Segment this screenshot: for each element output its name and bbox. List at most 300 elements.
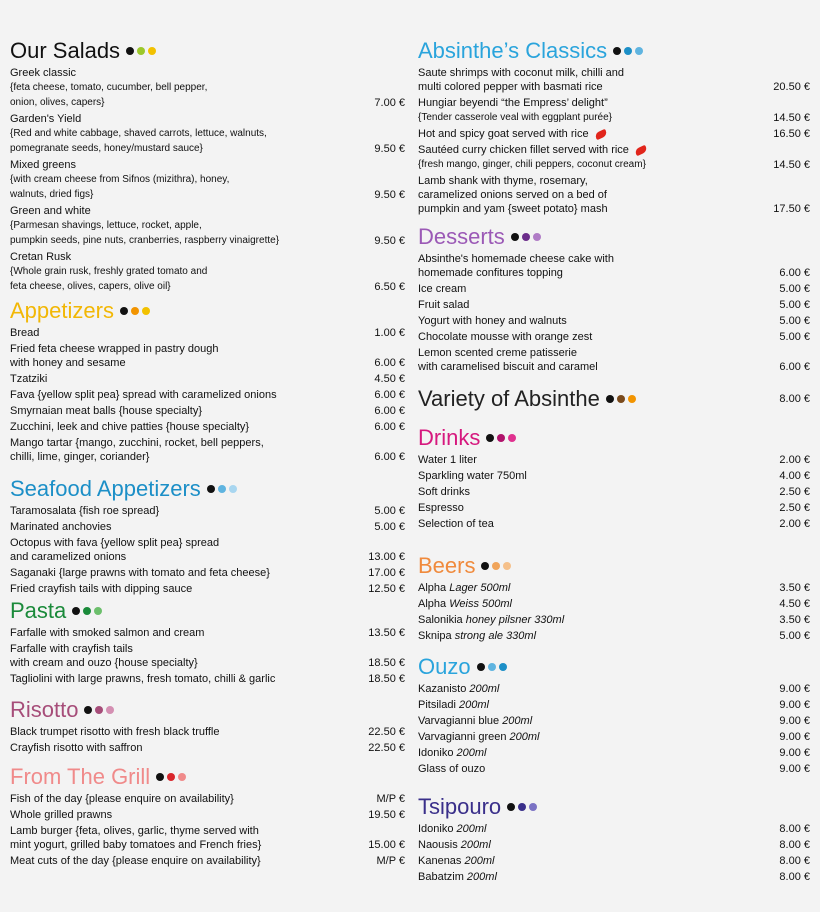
item-price: 9.50 € <box>374 143 405 155</box>
menu-item <box>10 566 405 580</box>
dot-icon <box>218 485 226 493</box>
dot-icon <box>178 773 186 781</box>
item-title: Green and white <box>10 205 91 217</box>
item-title: Cretan Rusk <box>10 251 72 263</box>
item-title: Soft drinks <box>418 486 470 498</box>
item-title: Saute shrimps with coconut milk, chilli and multi colored pepper with basmati rice <box>418 67 625 93</box>
menu-item <box>10 436 405 464</box>
item-price: 6.00 € <box>374 357 405 369</box>
decorative-dots <box>486 434 516 442</box>
item-name <box>10 342 219 370</box>
item-price: 16.50 € <box>773 128 810 140</box>
menu-item <box>418 613 810 627</box>
menu-item <box>418 698 810 712</box>
item-price: 9.50 € <box>374 189 405 201</box>
menu-item <box>10 66 405 110</box>
item-name <box>10 824 261 852</box>
dot-icon <box>508 434 516 442</box>
item-size: 200ml <box>509 731 540 743</box>
menu-item <box>418 127 810 141</box>
item-title: Lamb shank with thyme, rosemary, caramelized onions served on a bed of pumpkin and yam {sweet potato} mash <box>418 175 608 215</box>
item-name <box>418 314 567 328</box>
item-size: Lager 500ml <box>449 582 511 594</box>
item-size: Weiss 500ml <box>449 598 512 610</box>
item-name <box>418 346 598 374</box>
dot-icon <box>131 307 139 315</box>
item-size: 200ml <box>458 699 489 711</box>
decorative-dots <box>511 233 541 241</box>
item-price: 2.50 € <box>779 486 810 498</box>
item-title: Naousis <box>418 839 461 851</box>
section-title: Ouzo <box>418 654 471 679</box>
dot-icon <box>72 607 80 615</box>
menu-item <box>10 520 405 534</box>
item-price: 1.00 € <box>374 327 405 339</box>
item-price: 5.00 € <box>374 505 405 517</box>
item-name <box>418 581 510 595</box>
section-heading <box>418 654 810 680</box>
menu-section-drinks <box>418 425 810 531</box>
menu-item <box>10 326 405 340</box>
menu-item <box>10 792 405 806</box>
item-description: {Red and white cabbage, shaved carrots, lettuce, walnuts, pomegranate seeds, honey/mustard sauce} <box>10 128 267 154</box>
menu-item <box>10 642 405 670</box>
item-name <box>10 504 159 518</box>
item-price: 3.50 € <box>779 582 810 594</box>
item-title: Octopus with fava {yellow split pea} spread and caramelized onions <box>10 537 220 563</box>
item-name <box>10 388 277 402</box>
item-price: 17.50 € <box>773 203 810 215</box>
menu-section-variety <box>418 386 810 412</box>
dot-icon <box>94 607 102 615</box>
item-name <box>418 822 487 836</box>
item-title: Fruit salad <box>418 299 470 311</box>
section-heading <box>418 38 810 64</box>
item-name <box>418 96 612 125</box>
item-title: Black trumpet risotto with fresh black truffle <box>10 726 220 738</box>
chili-pepper-icon <box>634 144 648 155</box>
item-price: 9.00 € <box>779 747 810 759</box>
item-title: Glass of ouzo <box>418 763 486 775</box>
item-price: 9.50 € <box>374 235 405 247</box>
item-size: strong ale 330ml <box>454 630 537 642</box>
item-name <box>418 66 624 94</box>
menu-section-appetizers <box>10 298 405 464</box>
item-size: 200ml <box>456 747 487 759</box>
item-size: 200ml <box>456 823 487 835</box>
menu-item <box>10 536 405 564</box>
menu-item <box>418 714 810 728</box>
item-title: Lamb burger {feta, olives, garlic, thyme served with mint yogurt, grilled baby tomatoes and French fries} <box>10 825 262 851</box>
item-price: 4.50 € <box>779 598 810 610</box>
section-title: Seafood Appetizers <box>10 476 201 501</box>
section-title: Absinthe’s Classics <box>418 38 608 63</box>
menu-section-pasta <box>10 598 405 686</box>
menu-section-risotto <box>10 697 405 755</box>
item-price: M/P € <box>376 793 405 805</box>
menu-item <box>418 66 810 94</box>
item-name <box>418 597 512 611</box>
item-price: 2.50 € <box>779 502 810 514</box>
item-price: 14.50 € <box>773 159 810 171</box>
item-price: M/P € <box>376 855 405 867</box>
item-name <box>10 436 264 464</box>
section-title: Desserts <box>418 224 505 249</box>
item-price: 5.00 € <box>374 521 405 533</box>
section-title: Appetizers <box>10 298 114 323</box>
menu-item <box>418 597 810 611</box>
item-price: 7.00 € <box>374 97 405 109</box>
item-name <box>418 282 466 296</box>
menu-item <box>418 838 810 852</box>
menu-item <box>10 741 405 755</box>
menu-item <box>418 485 810 499</box>
menu-section-seafood <box>10 476 405 596</box>
section-heading <box>418 386 810 412</box>
item-price: 8.00 € <box>779 855 810 867</box>
item-size: 200ml <box>464 855 495 867</box>
item-name <box>418 613 564 627</box>
dot-icon <box>142 307 150 315</box>
item-price: 9.00 € <box>779 699 810 711</box>
item-price: 5.00 € <box>779 299 810 311</box>
item-description: {Parmesan shavings, lettuce, rocket, apple, pumpkin seeds, pine nuts, cranberries, raspberry vinaigrette} <box>10 220 280 246</box>
item-name <box>10 372 47 386</box>
item-title: Pitsiladi <box>418 699 459 711</box>
section-title: Variety of Absinthe <box>418 386 600 411</box>
item-price: 5.00 € <box>779 315 810 327</box>
item-title: Crayfish risotto with saffron <box>10 742 143 754</box>
item-description: {feta cheese, tomato, cucumber, bell pepper, onion, olives, capers} <box>10 82 208 108</box>
item-title: Espresso <box>418 502 464 514</box>
dot-icon <box>529 803 537 811</box>
menu-item <box>418 282 810 296</box>
section-title: Beers <box>418 553 476 578</box>
item-title: Meat cuts of the day {please enquire on availability} <box>10 855 261 867</box>
dot-icon <box>613 47 621 55</box>
menu-item <box>10 672 405 686</box>
dot-icon <box>507 803 515 811</box>
section-title: Tsipouro <box>418 794 502 819</box>
chili-pepper-icon <box>594 128 608 139</box>
item-title: Sparkling water 750ml <box>418 470 527 482</box>
item-title: Varvagianni green <box>418 731 510 743</box>
menu-item <box>10 420 405 434</box>
item-name <box>418 469 527 483</box>
item-name <box>10 582 192 596</box>
item-price: 19.50 € <box>368 809 405 821</box>
item-name <box>418 838 491 852</box>
item-name <box>418 501 464 515</box>
item-price: 13.50 € <box>368 627 405 639</box>
item-price: 20.50 € <box>773 81 810 93</box>
item-title: Kazanisto <box>418 683 470 695</box>
section-heading <box>418 794 810 820</box>
decorative-dots <box>477 663 507 671</box>
menu-item <box>10 372 405 386</box>
decorative-dots <box>613 47 643 55</box>
section-heading <box>418 224 810 250</box>
item-name <box>10 725 220 739</box>
menu-item <box>418 762 810 776</box>
item-price: 12.50 € <box>368 583 405 595</box>
dot-icon <box>126 47 134 55</box>
item-name <box>418 762 485 776</box>
item-price: 8.00 € <box>779 839 810 851</box>
section-heading <box>418 425 810 451</box>
item-name <box>418 298 469 312</box>
item-name <box>10 420 249 434</box>
menu-section-beers <box>418 553 810 643</box>
menu-item <box>418 252 810 280</box>
item-title: Taramosalata {fish roe spread} <box>10 505 160 517</box>
item-name <box>418 714 532 728</box>
item-title: Hot and spicy goat served with rice <box>418 128 589 140</box>
dot-icon <box>120 307 128 315</box>
menu-item <box>10 824 405 852</box>
item-name <box>10 672 275 686</box>
dot-icon <box>492 562 500 570</box>
item-price: 8.00 € <box>779 871 810 883</box>
menu-item <box>10 250 405 294</box>
decorative-dots <box>120 307 150 315</box>
item-price: 4.50 € <box>374 373 405 385</box>
section-heading <box>10 298 405 324</box>
dot-icon <box>488 663 496 671</box>
item-title: Sknipa <box>418 630 455 642</box>
menu-item <box>10 854 405 868</box>
menu-item <box>418 314 810 328</box>
menu-section-desserts <box>418 224 810 374</box>
item-price: 9.00 € <box>779 731 810 743</box>
item-title: Hungiar beyendi “the Empress’ delight” <box>418 97 608 109</box>
item-title: Mango tartar {mango, zucchini, rocket, bell peppers, chilli, lime, ginger, coriander} <box>10 437 264 463</box>
item-title: Farfalle with smoked salmon and cream <box>10 627 205 639</box>
dot-icon <box>606 395 614 403</box>
menu-item <box>10 504 405 518</box>
section-heading <box>418 553 810 579</box>
item-title: Chocolate mousse with orange zest <box>418 331 593 343</box>
section-title: From The Grill <box>10 764 151 789</box>
item-name <box>418 854 494 868</box>
section-title: Our Salads <box>10 38 121 63</box>
item-price: 6.00 € <box>374 421 405 433</box>
item-name <box>418 746 487 760</box>
item-name <box>10 326 39 340</box>
dot-icon <box>522 233 530 241</box>
menu-item <box>418 346 810 374</box>
menu-item <box>10 342 405 370</box>
item-title: Zucchini, leek and chive patties {house specialty} <box>10 421 250 433</box>
section-title: Pasta <box>10 598 67 623</box>
item-title: Yogurt with honey and walnuts <box>418 315 567 327</box>
item-price: 8.00 € <box>779 823 810 835</box>
menu-item <box>10 808 405 822</box>
item-title: Ice cream <box>418 283 467 295</box>
item-name <box>10 204 279 248</box>
decorative-dots <box>606 395 636 403</box>
item-name <box>418 143 647 172</box>
item-title: Lemon scented creme patisserie with caramelised biscuit and caramel <box>418 347 598 373</box>
dot-icon <box>207 485 215 493</box>
item-name <box>10 642 198 670</box>
item-price: 6.00 € <box>374 451 405 463</box>
dot-icon <box>503 562 511 570</box>
item-name <box>10 536 219 564</box>
menu-item <box>418 501 810 515</box>
menu-section-grill <box>10 764 405 868</box>
item-size: 200ml <box>469 683 500 695</box>
item-description: {with cream cheese from Sifnos (mizithra), honey, walnuts, dried figs} <box>10 174 230 200</box>
item-title: Alpha <box>418 582 450 594</box>
decorative-dots <box>72 607 102 615</box>
dot-icon <box>481 562 489 570</box>
menu-item <box>10 388 405 402</box>
item-title: Kanenas <box>418 855 465 867</box>
item-name <box>10 792 234 806</box>
item-title: Alpha <box>418 598 450 610</box>
dot-icon <box>137 47 145 55</box>
item-title: Bread <box>10 327 40 339</box>
item-size: honey pilsner 330ml <box>465 614 565 626</box>
item-price: 3.50 € <box>779 614 810 626</box>
item-title: Fried crayfish tails with dipping sauce <box>10 583 193 595</box>
item-price: 18.50 € <box>368 673 405 685</box>
menu-item <box>418 96 810 125</box>
item-title: Whole grilled prawns <box>10 809 113 821</box>
item-name <box>10 250 207 294</box>
item-name <box>10 854 261 868</box>
menu-item <box>418 174 810 216</box>
item-name <box>10 626 204 640</box>
item-title: Greek classic <box>10 67 77 79</box>
section-title: Risotto <box>10 697 79 722</box>
item-name <box>10 808 112 822</box>
item-name <box>10 158 229 202</box>
dot-icon <box>106 706 114 714</box>
section-heading <box>10 476 405 502</box>
item-title: Marinated anchovies <box>10 521 112 533</box>
item-price: 2.00 € <box>779 518 810 530</box>
item-name <box>418 127 607 141</box>
item-size: 200ml <box>466 871 497 883</box>
item-price: 13.00 € <box>368 551 405 563</box>
decorative-dots <box>126 47 156 55</box>
section-heading <box>10 598 405 624</box>
section-heading <box>10 764 405 790</box>
menu-item <box>418 870 810 884</box>
item-name <box>418 682 499 696</box>
menu-section-salads <box>10 38 405 294</box>
item-title: Water 1 liter <box>418 454 477 466</box>
item-name <box>418 870 497 884</box>
item-name <box>10 66 207 110</box>
section-heading <box>10 38 405 64</box>
dot-icon <box>533 233 541 241</box>
item-title: Saganaki {large prawns with tomato and feta cheese} <box>10 567 270 579</box>
item-price: 14.50 € <box>773 112 810 124</box>
menu-item <box>10 725 405 739</box>
item-price: 5.00 € <box>779 331 810 343</box>
section-price: 8.00 € <box>779 393 810 405</box>
decorative-dots <box>481 562 511 570</box>
menu-item <box>10 158 405 202</box>
item-price: 18.50 € <box>368 657 405 669</box>
menu-item <box>10 404 405 418</box>
menu-item <box>418 298 810 312</box>
item-price: 22.50 € <box>368 726 405 738</box>
menu-section-ouzo <box>418 654 810 776</box>
item-price: 9.00 € <box>779 715 810 727</box>
menu-item <box>418 854 810 868</box>
item-description: {fresh mango, ginger, chili peppers, coconut cream} <box>418 159 646 170</box>
item-price: 17.00 € <box>368 567 405 579</box>
dot-icon <box>229 485 237 493</box>
item-price: 6.00 € <box>374 405 405 417</box>
item-name <box>10 741 142 755</box>
item-price: 6.00 € <box>779 267 810 279</box>
item-size: 200ml <box>502 715 533 727</box>
menu-item <box>10 582 405 596</box>
dot-icon <box>511 233 519 241</box>
item-price: 4.00 € <box>779 470 810 482</box>
item-price: 6.50 € <box>374 281 405 293</box>
item-title: Smyrnaian meat balls {house specialty} <box>10 405 202 417</box>
dot-icon <box>497 434 505 442</box>
menu-item <box>10 112 405 156</box>
item-name <box>10 566 270 580</box>
item-price: 22.50 € <box>368 742 405 754</box>
item-name <box>418 517 494 531</box>
item-size: 200ml <box>460 839 491 851</box>
item-name <box>10 112 267 156</box>
item-name <box>418 453 477 467</box>
item-description: {Tender casserole veal with eggplant purée} <box>418 112 613 123</box>
item-title: Tagliolini with large prawns, fresh tomato, chilli & garlic <box>10 673 276 685</box>
decorative-dots <box>207 485 237 493</box>
menu-item <box>10 626 405 640</box>
item-name <box>418 629 536 643</box>
dot-icon <box>617 395 625 403</box>
item-price: 5.00 € <box>779 283 810 295</box>
item-title: Fried feta cheese wrapped in pastry dough with honey and sesame <box>10 343 219 369</box>
dot-icon <box>148 47 156 55</box>
menu-item <box>418 746 810 760</box>
dot-icon <box>624 47 632 55</box>
dot-icon <box>95 706 103 714</box>
item-title: Babatzim <box>418 871 467 883</box>
menu-item <box>418 469 810 483</box>
dot-icon <box>628 395 636 403</box>
item-price: 9.00 € <box>779 763 810 775</box>
menu-section-tsipouro <box>418 794 810 884</box>
dot-icon <box>635 47 643 55</box>
item-price: 5.00 € <box>779 630 810 642</box>
dot-icon <box>167 773 175 781</box>
item-title: Salonikia <box>418 614 466 626</box>
dot-icon <box>477 663 485 671</box>
section-title: Drinks <box>418 425 481 450</box>
menu-item <box>418 682 810 696</box>
item-price: 15.00 € <box>368 839 405 851</box>
decorative-dots <box>507 803 537 811</box>
menu-item <box>418 822 810 836</box>
item-title: Sautéed curry chicken fillet served with rice <box>418 144 629 156</box>
decorative-dots <box>156 773 186 781</box>
item-title: Fish of the day {please enquire on availability} <box>10 793 234 805</box>
item-title: Selection of tea <box>418 518 494 530</box>
item-title: Idoniko <box>418 747 457 759</box>
